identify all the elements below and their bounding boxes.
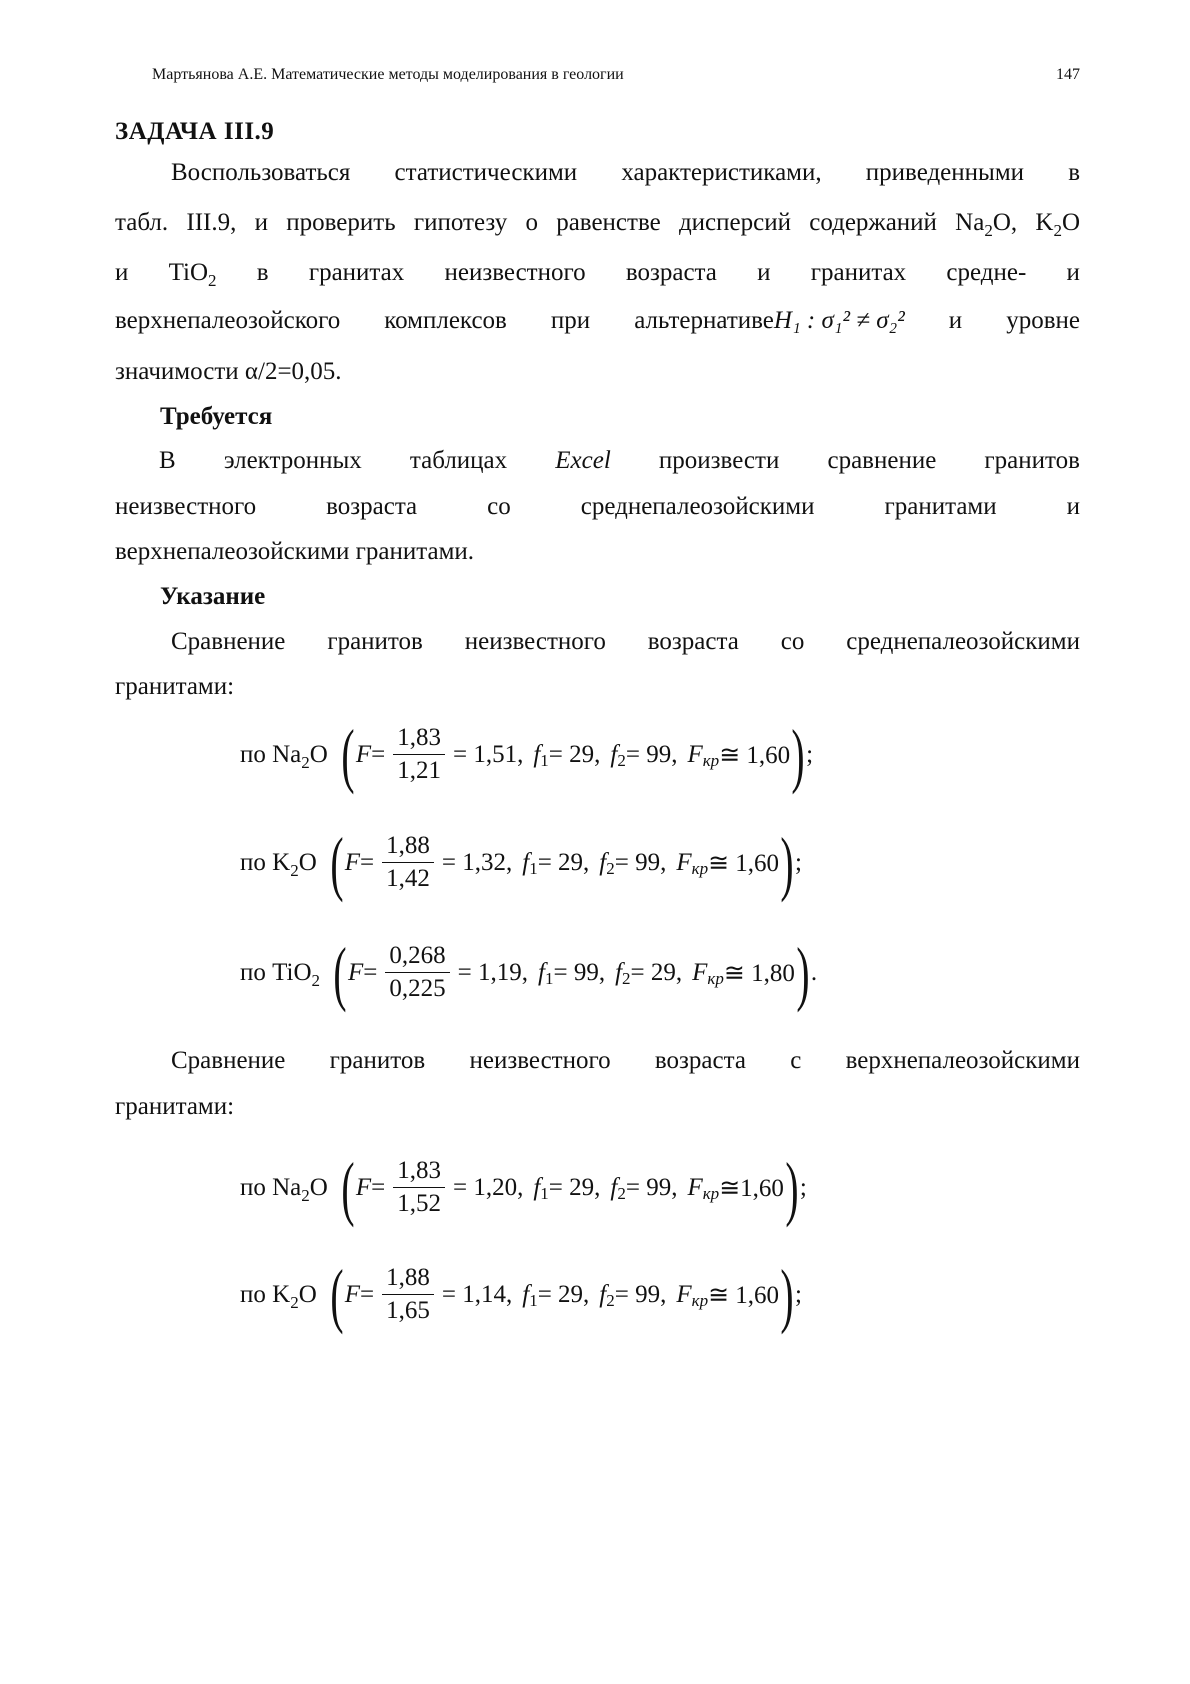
f1-symbol: f [522,1280,530,1308]
f1-symbol: f [533,1173,541,1201]
formula-end-punct: ; [795,848,802,876]
Fkr-symbol: F [692,958,708,986]
Fkr-value: ≅ 1,60 [708,1281,780,1309]
Fkr-subscript: кр [702,1183,720,1203]
label-text-tail: O [298,1280,317,1308]
comparison2-line-2: гранитами: [115,1093,235,1120]
formula-row [240,932,818,1013]
label-text-tail: O [309,1173,328,1201]
page-header [152,66,1080,84]
F-value: = 1,32, [441,848,513,876]
f2-value: = 99, [625,740,678,768]
formula-label [240,1280,317,1312]
fraction [393,722,445,787]
equals-sign: = [363,958,378,986]
left-paren: ( [341,1147,355,1228]
formula-row [240,822,802,903]
F-value: = 1,19, [457,958,529,986]
equals-sign: = [360,1280,375,1308]
required-heading: Требуется [160,403,273,430]
formula-row [240,1147,807,1228]
left-paren: ( [341,714,355,795]
Fkr-symbol: F [687,1173,703,1201]
required-line-3: верхнепалеозойскими гранитами. [115,538,475,565]
intro-line-2: табл. III.9, и проверить гипотезу о равенстве дисперсий содержаний $Na_2O$, $K_2O$ [115,209,1080,240]
equals-sign: = [360,848,375,876]
f1-value: = 29, [548,740,601,768]
left-paren: ( [330,822,344,903]
task-title: ЗАДАЧА III.9 [115,118,275,145]
denominator: 0,225 [389,975,446,1002]
f2-symbol: f [599,848,607,876]
label-subscript: 2 [311,970,321,990]
label-text: по K [240,1280,291,1308]
F-value: = 1,20, [452,1173,524,1201]
f1-value: = 29, [537,848,590,876]
f2-symbol: f [599,1280,607,1308]
f1-value: = 29, [548,1173,601,1201]
formula-label [240,740,328,772]
fraction [393,1155,445,1220]
required-line-1: В электронных таблицах Excel произвести сравнение гранитов [159,447,1080,474]
Fkr-subscript: кр [691,1290,709,1310]
f2-subscript: 2 [606,858,615,878]
f1-symbol: f [533,740,541,768]
f2-subscript: 2 [617,750,626,770]
Fkr-value: ≅ 1,60 [719,741,791,769]
label-text: по K [240,848,291,876]
intro-line-4: верхнепалеозойского комплексов при альтернативеH₁ : σ₁² ≠ σ₂² и уровне [115,307,1080,334]
f2-symbol: f [610,1173,618,1201]
Fkr-subscript: кр [702,750,720,770]
f2-symbol: f [615,958,623,986]
hint-heading: Указание [160,583,266,610]
right-paren: ) [780,822,794,903]
F-symbol: F [344,1280,361,1308]
numerator: 1,88 [382,1262,434,1295]
f2-value: = 99, [614,848,667,876]
label-text: по Na [240,740,302,768]
fraction [382,1262,434,1327]
denominator: 1,65 [386,1297,430,1324]
f2-value: = 29, [630,958,683,986]
formula-end-punct: ; [806,740,814,768]
numerator: 1,83 [393,1155,445,1188]
f1-subscript: 1 [529,858,538,878]
running-title: Мартьянова А.Е. Математические методы моделирования в геологии [152,66,624,83]
right-paren: ) [780,1254,794,1335]
fraction [385,940,449,1005]
F-value: = 1,51, [452,740,524,768]
intro-line-3: и TiO$_2$ в гранитах неизвестного возраста и гранитах средне- и [115,259,1080,290]
f1-subscript: 1 [540,1183,549,1203]
F-symbol: F [348,958,364,986]
denominator: 1,42 [386,865,430,892]
f2-subscript: 2 [617,1183,626,1203]
label-text: по TiO [240,958,312,986]
f2-subscript: 2 [622,968,631,988]
equals-sign: = [371,1173,386,1201]
right-paren: ) [791,714,805,795]
F-symbol: F [355,740,372,768]
f1-value: = 99, [553,958,606,986]
label-subscript: 2 [301,1185,310,1205]
intro-line-1: Воспользоваться статистическими характеристиками, приведенными в [171,159,1080,186]
F-symbol: F [344,848,361,876]
page-number: 147 [1056,66,1080,83]
fraction [382,830,434,895]
f2-value: = 99, [614,1280,667,1308]
right-paren: ) [796,932,810,1013]
label-text-tail: O [298,848,317,876]
label-subscript: 2 [290,860,299,880]
formula-end-punct: ; [799,1173,807,1201]
right-paren: ) [785,1147,799,1228]
f2-symbol: f [610,740,618,768]
F-value: = 1,14, [441,1280,513,1308]
f1-subscript: 1 [544,968,554,988]
Fkr-symbol: F [676,1280,692,1308]
f1-subscript: 1 [529,1290,538,1310]
equals-sign: = [371,740,386,768]
formula-end-punct: ; [795,1280,802,1308]
Fkr-value: ≅1,60 [719,1174,784,1202]
Fkr-symbol: F [676,848,692,876]
label-text: по Na [240,1173,302,1201]
f2-subscript: 2 [606,1290,615,1310]
label-subscript: 2 [290,1292,299,1312]
formula-label [240,1173,328,1205]
required-line-2: неизвестного возраста со среднепалеозойскими гранитами и [115,493,1080,520]
formula-label [240,958,321,990]
left-paren: ( [333,932,347,1013]
formula-row [240,714,814,795]
label-subscript: 2 [301,752,310,772]
numerator: 1,88 [382,830,434,863]
comparison1-line-2: гранитами: [115,673,235,700]
f2-value: = 99, [625,1173,678,1201]
left-paren: ( [330,1254,344,1335]
hypothesis-formula: H₁ : σ₁² ≠ σ₂² [773,307,905,334]
denominator: 1,21 [397,757,441,784]
comparison2-line-1: Сравнение гранитов неизвестного возраста с верхнепалеозойскими [171,1047,1080,1074]
Fkr-subscript: кр [707,968,724,988]
Fkr-value: ≅ 1,80 [723,959,795,987]
Fkr-symbol: F [687,740,703,768]
numerator: 1,83 [393,722,445,755]
formula-row [240,1254,802,1335]
f1-value: = 29, [537,1280,590,1308]
Fkr-subscript: кр [691,858,709,878]
numerator: 0,268 [385,940,449,973]
f1-symbol: f [522,848,530,876]
Fkr-value: ≅ 1,60 [708,849,780,877]
f1-symbol: f [538,958,545,986]
formula-end-punct: . [810,958,818,986]
label-text-tail: O [309,740,328,768]
formula-label [240,848,317,880]
intro-line-5: значимости α/2=0,05. [115,358,342,385]
comparison1-line-1: Сравнение гранитов неизвестного возраста со среднепалеозойскими [171,628,1080,655]
F-symbol: F [355,1173,372,1201]
denominator: 1,52 [397,1190,441,1217]
f1-subscript: 1 [540,750,549,770]
